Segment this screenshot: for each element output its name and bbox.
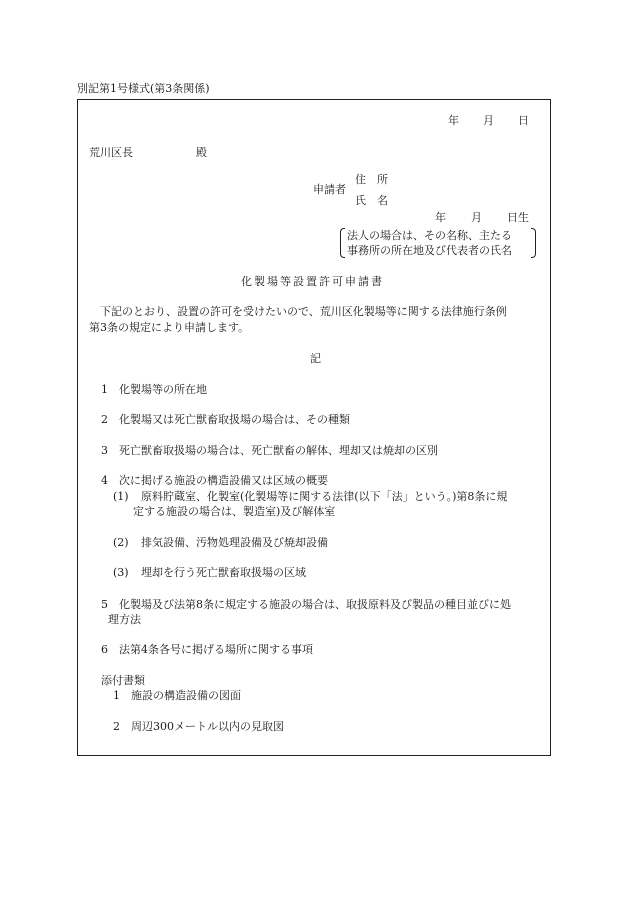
- subitem-text: 埋却を行う死亡獣畜取扱場の区域: [141, 566, 306, 579]
- applicant-label: 申請者: [313, 183, 346, 196]
- item-text: 死亡獣畜取扱場の場合は、死亡獣畜の解体、埋却又は焼却の区別: [119, 444, 438, 457]
- corporate-note-line2: 事務所の所在地及び代表者の氏名: [347, 244, 512, 257]
- attachment-text: 施設の構造設備の図面: [131, 689, 241, 702]
- subitem-number: (2): [113, 536, 129, 549]
- item-text: 次に掲げる施設の構造設備又は区域の概要: [119, 474, 328, 487]
- subitem-text: 排気設備、汚物処理設備及び焼却設備: [141, 536, 328, 549]
- intro-line2: 第3条の規定により申請します。: [89, 321, 250, 334]
- honorific: 殿: [196, 146, 207, 159]
- item-text: 法第4条各号に掲げる場所に関する事項: [119, 643, 313, 656]
- document-title: 化製場等設置許可申請書: [241, 275, 384, 288]
- attachment-text: 周辺300メートル以内の見取図: [131, 720, 284, 733]
- bracket-right: [531, 228, 536, 258]
- subitem-text-cont: 定する施設の場合は、製造室)及び解体室: [133, 505, 336, 518]
- date-month: 月: [483, 114, 494, 127]
- intro-line1: 下記のとおり、設置の許可を受けたいので、荒川区化製場等に関する法律施行条例: [100, 305, 507, 318]
- birth-day: 日生: [507, 211, 529, 224]
- item-number: 5: [101, 598, 108, 611]
- item-number: 2: [101, 413, 108, 426]
- item-text: 化製場及び法第8条に規定する施設の場合は、取扱原料及び製品の種目並びに処: [119, 598, 511, 611]
- item-text: 化製場又は死亡獣畜取扱場の場合は、その種類: [119, 413, 350, 426]
- attachment-number: 1: [113, 689, 120, 702]
- form-label: 別記第1号様式(第3条関係): [77, 82, 210, 95]
- bracket-left: [340, 228, 345, 258]
- date-year: 年: [448, 114, 459, 127]
- item-number: 3: [101, 444, 108, 457]
- item-number: 1: [101, 383, 108, 396]
- birth-month: 月: [471, 211, 482, 224]
- subitem-number: (3): [113, 566, 129, 579]
- subitem-number: (1): [113, 490, 129, 503]
- date-day: 日: [518, 114, 529, 127]
- addressee: 荒川区長: [89, 146, 133, 159]
- ki-heading: 記: [310, 352, 321, 365]
- subitem-text: 原料貯蔵室、化製室(化製場等に関する法律(以下「法」という。)第8条に規: [141, 490, 508, 503]
- address-label: 住 所: [355, 173, 388, 186]
- attachments-heading: 添付書類: [101, 674, 145, 687]
- item-number: 6: [101, 643, 108, 656]
- name-label: 氏 名: [355, 194, 388, 207]
- item-text-cont: 理方法: [108, 613, 141, 626]
- birth-year: 年: [435, 211, 446, 224]
- attachment-number: 2: [113, 720, 120, 733]
- corporate-note-line1: 法人の場合は、その名称、主たる: [347, 229, 512, 242]
- item-text: 化製場等の所在地: [119, 383, 207, 396]
- item-number: 4: [101, 474, 108, 487]
- form-frame: [77, 99, 551, 756]
